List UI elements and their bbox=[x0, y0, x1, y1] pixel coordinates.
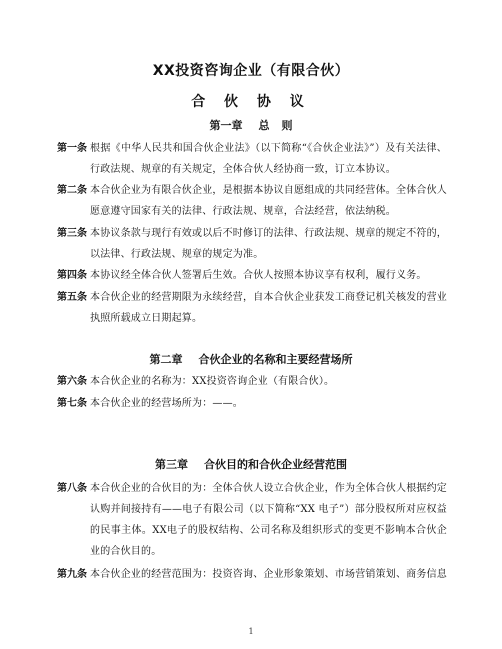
article-text: 本合伙企业的名称为：XX投资咨询企业（有限合伙）。 bbox=[90, 376, 335, 387]
article-label: 第七条 bbox=[57, 398, 87, 409]
chapter-name: 合伙企业的名称和主要经营场所 bbox=[198, 353, 353, 366]
article-1 bbox=[57, 138, 447, 180]
chapter-name: 总则 bbox=[258, 119, 305, 132]
chapter-name: 合伙目的和合伙企业经营范围 bbox=[204, 458, 347, 471]
article-text: 本合伙企业的经营范围为：投资咨询、企业形象策划、市场营销策划、商务信息 bbox=[90, 569, 447, 580]
article-label: 第二条 bbox=[57, 185, 87, 196]
article-text: 根据《中华人民共和国合伙企业法》（以下简称“《合伙企业法》”）及有关法律、行政法规、规章的有关规定，全体合伙人经协商一致，订立本协议。 bbox=[90, 143, 447, 175]
article-5 bbox=[57, 287, 447, 329]
article-label: 第一条 bbox=[57, 143, 87, 154]
article-label: 第三条 bbox=[57, 228, 87, 239]
article-3 bbox=[57, 223, 447, 265]
chapter-number: 第三章 bbox=[155, 458, 188, 471]
article-text: 本合伙企业的经营场所为：——。 bbox=[90, 398, 243, 409]
document-title: 合 伙 协 议 bbox=[191, 94, 311, 110]
page-number: 1 bbox=[248, 627, 254, 636]
chapter-heading-1 bbox=[0, 117, 502, 133]
chapter-number: 第一章 bbox=[209, 119, 243, 132]
article-label: 第六条 bbox=[57, 376, 87, 387]
article-7 bbox=[57, 393, 447, 414]
chapter-heading-2 bbox=[0, 351, 502, 367]
article-text: 本合伙企业为有限合伙企业，是根据本协议自愿组成的共同经营体。全体合伙人愿意遵守国家有关的法律、行政法规、规章，合法经营，依法纳税。 bbox=[90, 185, 447, 217]
article-4 bbox=[57, 265, 447, 286]
article-label: 第八条 bbox=[57, 483, 87, 494]
article-2 bbox=[57, 180, 447, 222]
article-text: 本协议经全体合伙人签署后生效。合伙人按照本协议享有权利，履行义务。 bbox=[90, 270, 427, 281]
chapter-heading-3 bbox=[0, 456, 502, 472]
article-8 bbox=[57, 478, 447, 562]
article-label: 第九条 bbox=[57, 569, 87, 580]
article-text: 本合伙企业的合伙目的为：全体合伙人设立合伙企业，作为全体合伙人根据约定认购并间接持有——电子有限公司（以下简称“XX 电子”）部分股权所对应权益的民事主体。XX电子的股权结构、公司名称及组织形式的变更不影响本合伙企业的合伙目的。 bbox=[90, 483, 447, 557]
company-title: XX投资咨询企业（有限合伙） bbox=[152, 63, 350, 79]
article-text: 本协议条款与现行有效或以后不时修订的法律、行政法规、规章的规定不符的，以法律、行政法规、规章的规定为准。 bbox=[90, 228, 447, 260]
article-6 bbox=[57, 371, 447, 392]
article-text: 本合伙企业的经营期限为永续经营，自本合伙企业获发工商登记机关核发的营业执照所载成立日期起算。 bbox=[90, 292, 447, 324]
article-9 bbox=[57, 564, 447, 585]
chapter-number: 第二章 bbox=[149, 353, 183, 366]
article-label: 第五条 bbox=[57, 292, 87, 303]
article-label: 第四条 bbox=[57, 270, 87, 281]
